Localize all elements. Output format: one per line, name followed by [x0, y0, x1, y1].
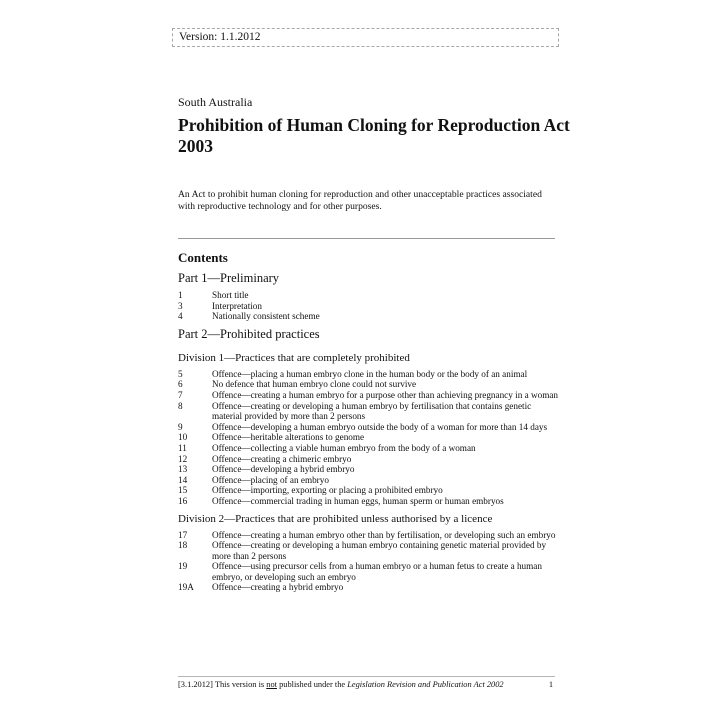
section-number: 3 — [178, 300, 183, 311]
section-title: Offence—commercial trading in human eggs, human sperm or human embryos — [212, 495, 504, 506]
footer-act-name: Legislation Revision and Publication Act 2002 — [347, 680, 504, 689]
section-number: 6 — [178, 379, 183, 390]
section-title: Offence—creating a human embryo other than by fertilisation, or developing such an embryo — [212, 529, 556, 540]
section-title: Offence—using precursor cells from a human embryo or a human fetus to create a human embryo, or developing such an embryo — [212, 561, 542, 582]
section-title: Offence—developing a human embryo outside the body of a woman for more than 14 days — [212, 421, 548, 432]
section-number: 8 — [178, 400, 183, 411]
section-number: 9 — [178, 421, 183, 432]
table-of-contents — [178, 270, 563, 593]
section-number: 11 — [178, 442, 187, 453]
section-number: 10 — [178, 432, 188, 443]
footer-divider — [178, 676, 555, 677]
section-title: Short title — [212, 290, 249, 300]
toc-entry — [178, 311, 563, 322]
footer-text-before: This version is — [214, 680, 265, 689]
section-number: 19 — [178, 561, 188, 572]
section-number: 16 — [178, 495, 188, 506]
division-1-heading: Division 1—Practices that are completely prohibited — [178, 351, 410, 364]
contents-heading: Contents — [178, 250, 228, 265]
section-title: Offence—heritable alterations to genome — [212, 432, 365, 443]
section-title: Offence—creating a hybrid embryo — [212, 582, 344, 593]
toc-entry — [178, 496, 563, 507]
footer-notice — [178, 680, 504, 689]
toc-entry — [178, 561, 563, 582]
section-title: Offence—creating a human embryo for a purpose other than achieving pregnancy in a woman — [212, 389, 559, 400]
section-title: Offence—creating a chimeric embryo — [212, 453, 352, 464]
toc-entry — [178, 432, 563, 443]
toc-entry — [178, 401, 563, 422]
section-title: Offence—placing of an embryo — [212, 474, 329, 485]
toc-entry — [178, 290, 563, 301]
toc-entry — [178, 582, 563, 593]
section-number: 13 — [178, 464, 188, 475]
page-footer — [178, 680, 553, 689]
toc-entry — [178, 422, 563, 433]
divider — [178, 238, 555, 239]
section-number: 7 — [178, 389, 183, 400]
section-number: 14 — [178, 474, 188, 485]
section-title: Offence—importing, exporting or placing a prohibited embryo — [212, 485, 443, 496]
section-title: No defence that human embryo clone could not survive — [212, 379, 417, 390]
section-number: 19A — [178, 582, 194, 593]
section-title: Offence—collecting a viable human embryo from the body of a woman — [212, 442, 476, 453]
toc-entry — [178, 301, 563, 312]
toc-entry — [178, 390, 563, 401]
division-2-heading: Division 2—Practices that are prohibited unless authorised by a licence — [178, 512, 493, 525]
section-title: Nationally consistent scheme — [212, 311, 320, 322]
section-number: 12 — [178, 453, 188, 464]
division-1-entries — [178, 369, 563, 507]
section-number: 15 — [178, 485, 188, 496]
toc-entry — [178, 369, 563, 380]
section-number: 1 — [178, 290, 183, 300]
section-title: Offence—developing a hybrid embryo — [212, 464, 355, 475]
division-2-entries — [178, 530, 563, 594]
section-number: 17 — [178, 529, 188, 540]
toc-entry — [178, 443, 563, 454]
page-number: 1 — [548, 680, 553, 689]
toc-entry — [178, 540, 563, 561]
jurisdiction: South Australia — [178, 95, 253, 109]
section-title: Offence—creating or developing a human embryo by fertilisation that contains genetic material provided by more than 2 persons — [212, 400, 532, 422]
version-header: Version: 1.1.2012 — [172, 28, 559, 47]
toc-entry — [178, 475, 563, 486]
toc-entry — [178, 530, 563, 541]
section-title: Offence—creating or developing a human embryo containing genetic material provided by more than 2 persons — [212, 540, 547, 561]
toc-entry — [178, 379, 563, 390]
section-number: 18 — [178, 540, 188, 551]
toc-entry — [178, 464, 563, 475]
toc-entry — [178, 454, 563, 465]
footer-date: [3.1.2012] — [178, 680, 213, 689]
section-title: Offence—placing a human embryo clone in the human body or the body of an animal — [212, 368, 528, 379]
footer-not-word: not — [266, 680, 277, 689]
long-title: An Act to prohibit human cloning for reproduction and other unacceptable practices associated with reproductive technology and for other purposes. — [178, 189, 542, 212]
section-number: 4 — [178, 311, 183, 322]
section-title: Interpretation — [212, 300, 262, 311]
part-1-entries — [178, 290, 563, 322]
part-2-heading: Part 2—Prohibited practices — [178, 326, 320, 341]
act-title: Prohibition of Human Cloning for Reproduction Act 2003 — [178, 115, 570, 156]
toc-entry — [178, 485, 563, 496]
section-number: 5 — [178, 368, 183, 379]
footer-text-after: published under the — [279, 680, 346, 689]
part-1-heading: Part 1—Preliminary — [178, 271, 280, 285]
